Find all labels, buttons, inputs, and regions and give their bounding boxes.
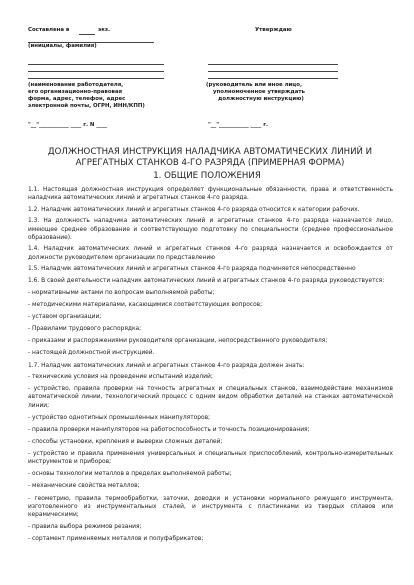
org-caption-4: электронной почты, ОГРН, ИНН/КПП) <box>28 103 145 109</box>
org-caption-3: форма, адрес, телефон, адрес <box>28 96 126 102</box>
list-item: - устройство и правила применения универсальных и специальных приспособлений, контрольно-измерительных инструментов и приборов; <box>28 451 393 466</box>
list-item: - механические свойства металлов; <box>28 483 140 490</box>
name-caption: (инициалы, фамилия) <box>28 43 97 49</box>
list-item: - правила выбора режимов резания; <box>28 524 142 530</box>
org-blank-3 <box>28 78 164 79</box>
compiled-suffix: экз. <box>98 27 111 33</box>
list-item: - устройство однотипных промышленных манипуляторов; <box>28 414 211 421</box>
approved-label: Утверждаю <box>255 27 292 33</box>
list-item: - уставом организации; <box>28 314 102 321</box>
paragraph-1-2: 1.2. Наладчик автоматических линий и агрегатных станков 4-го разряда относится к категории рабочих. <box>28 206 360 213</box>
paragraph-1-6: 1.6. В своей деятельности наладчик автоматических линий и агрегатных станков 4-го разряда руководствуется: <box>28 278 385 285</box>
left-date-line: "__"___________ ____ г. N ____ <box>28 122 108 128</box>
org-caption-1: (наименование работодателя, <box>28 82 124 88</box>
list-item: - устройство, правила проверки на точность агрегатных и специальных станков, взаимодействие механизмов автоматической линии, технологический процесс с одним видом обработки деталей на станках автоматической линии; <box>28 386 393 409</box>
list-item: - сортамент применяемых металлов и полуфабрикатов; <box>28 536 204 543</box>
approver-caption-1: (руководитель или иное лицо, <box>206 82 303 88</box>
list-item: - технические условия на проведение испытаний изделий; <box>28 374 213 381</box>
list-item: - методическими материалами, касающимися соответствующих вопросов; <box>28 302 263 309</box>
approver-blank-1 <box>208 64 338 65</box>
copies-blank <box>79 34 95 35</box>
list-item: - геометрию, правила термообработки, заточки, доводки и установки нормального режущего инструмента, изготовленного из инструментальных сталей, и инструмента с пластинками из твердых сплавов или керамическими; <box>28 495 393 518</box>
paragraph-1-5: 1.5. Наладчик автоматических линий и агрегатных станков 4-го разряда подчиняется непосредственно <box>28 266 356 273</box>
approver-blank-3 <box>208 78 338 79</box>
org-caption-2: его организационно-правовая <box>28 89 123 95</box>
document-title: ДОЛЖНОСТНАЯ ИНСТРУКЦИЯ НАЛАДЧИКА АВТОМАТИЧЕСКИХ ЛИНИЙ И АГРЕГАТНЫХ СТАНКОВ 4-ГО РАЗРЯДА (ПРИМЕРНАЯ ФОРМА) <box>47 147 373 168</box>
right-date-line: "__"___________ ____ г. <box>208 122 269 128</box>
approver-blank-2 <box>208 71 338 72</box>
list-item: - Правилами трудового распорядка; <box>28 326 142 333</box>
org-blank-1 <box>28 64 164 65</box>
list-item: - нормативными актами по вопросам выполняемой работы; <box>28 289 215 296</box>
list-item: - основы технологии металлов в пределах выполняемой работы; <box>28 471 232 478</box>
paragraph-1-7: 1.7. Наладчик автоматических линий и агрегатных станков 4-го разряда должен знать: <box>28 362 305 369</box>
approver-caption-3: должностную инструкцию) <box>218 96 304 102</box>
approver-caption-2: уполномоченное утверждать <box>213 89 305 95</box>
paragraph-1-4: 1.4. Наладчик автоматических линий и агрегатных станков 4-го разряда назначается и освобождается от должности руководителем организации по представлению <box>28 246 393 261</box>
list-item: - правила проверки манипуляторов на работоспособность и точность позиционирования; <box>28 426 310 433</box>
org-blank-2 <box>28 71 164 72</box>
paragraph-1-1: 1.1. Настоящая должностная инструкция определяет функциональные обязанности, права и ответственность наладчика автоматических линий и агрегатных станков 4-го разряда. <box>28 187 393 202</box>
list-item: - способы установки, крепления и выверки сложных деталей; <box>28 438 223 445</box>
compiled-copies-line <box>28 27 69 34</box>
list-item: - настоящей должностной инструкцией. <box>28 350 155 357</box>
compiled-prefix: Составлена в <box>28 27 70 33</box>
list-item: - приказами и распоряжениями руководителя организации, непосредственного руководителя; <box>28 338 328 345</box>
document-body <box>28 186 393 547</box>
section-heading: 1. ОБЩИЕ ПОЛОЖЕНИЯ <box>153 171 261 181</box>
paragraph-1-3: 1.3. На должность наладчика автоматических линий и агрегатных станков 4-го разряда назначается лицо, имеющее среднее образование и соответствующую подготовку по специальности (среднее профессиональное образование). <box>28 218 393 241</box>
